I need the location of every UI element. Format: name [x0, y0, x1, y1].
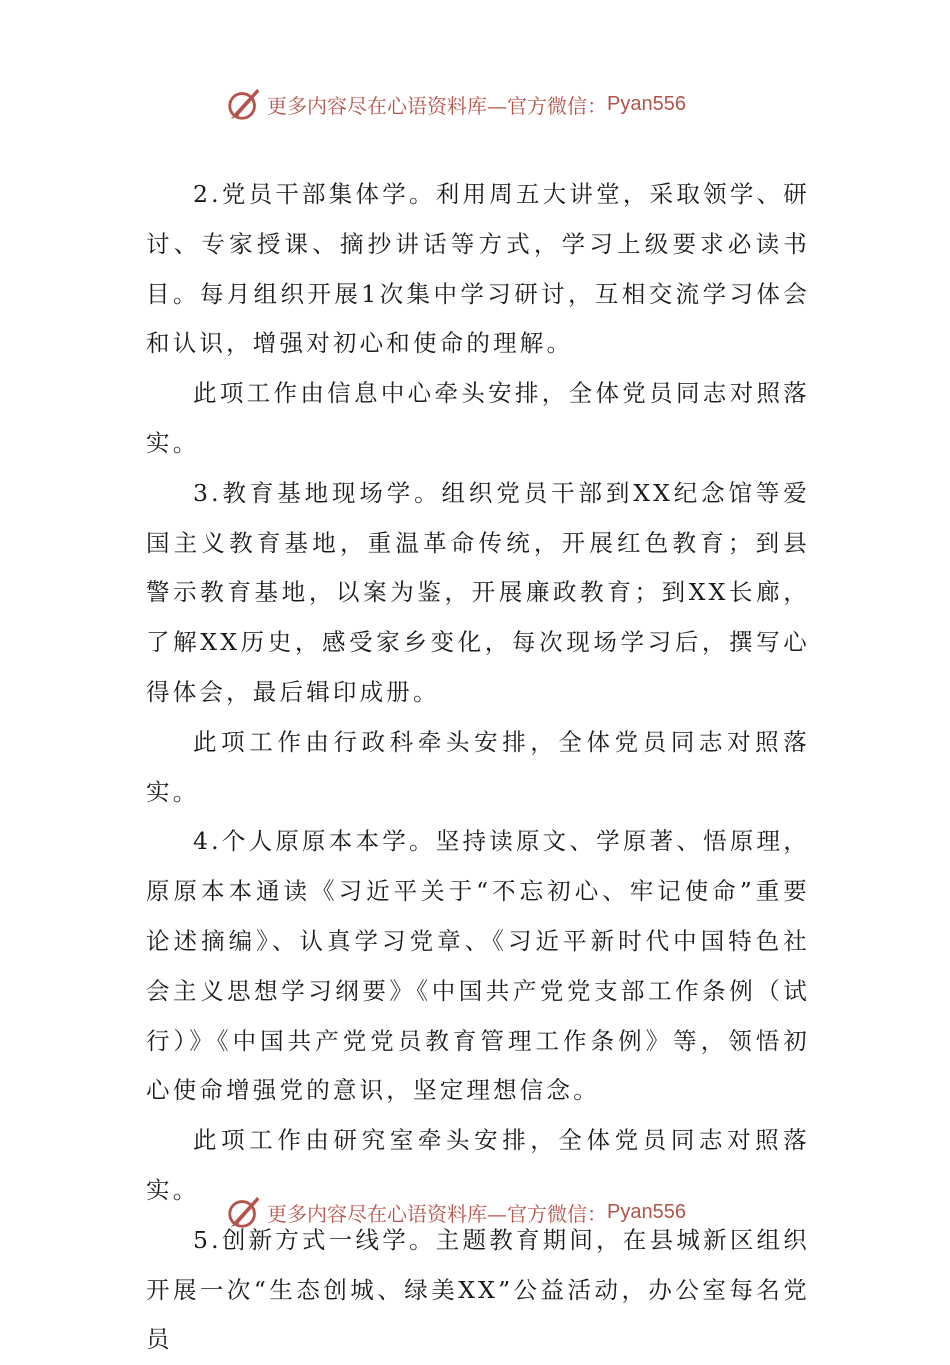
paragraph: 此项工作由行政科牵头安排，全体党员同志对照落实。 [146, 727, 810, 806]
banner-text: 更多内容尽在心语资料库—官方微信： [267, 93, 607, 118]
paragraph: 3.教育基地现场学。组织党员干部到XX纪念馆等爱国主义教育基地，重温革命传统，开展红色教育；到县警示教育基地，以案为鉴，开展廉政教育；到XX长廊，了解XX历史，感受家乡变化，每次现场学习后，撰写心得体会，最后辑印成册。 [146, 478, 810, 706]
paragraph: 此项工作由信息中心牵头安排，全体党员同志对照落实。 [146, 379, 810, 457]
banner-text: 更多内容尽在心语资料库—官方微信： [267, 1201, 607, 1226]
paragraph: 5.创新方式一线学。主题教育期间，在县城新区组织开展一次“生态创城、绿美XX”公益活动，办公室每名党员 [146, 1225, 810, 1354]
paragraph: 2.党员干部集体学。利用周五大讲堂，采取领学、研讨、专家授课、摘抄讲话等方式，学习上级要求必读书目。每月组织开展1次集中学习研讨，互相交流学习体会和认识，增强对初心和使命的理解。 [146, 180, 810, 358]
document-body [146, 170, 810, 1365]
footer-banner [225, 1192, 725, 1232]
header-banner [225, 84, 725, 124]
wechat-id: Pyan556 [607, 1200, 686, 1223]
quill-pen-icon [225, 1193, 263, 1231]
quill-pen-icon [225, 85, 263, 123]
paragraph: 此项工作由研究室牵头安排，全体党员同志对照落实。 [146, 1126, 810, 1204]
paragraph: 4.个人原原本本学。坚持读原文、学原著、悟原理，原原本本通读《习近平关于“不忘初心、牢记使命”重要论述摘编》、认真学习党章、《习近平新时代中国特色社会主义思想学习纲要》《中国共产党党支部工作条例（试行）》《中国共产党党员教育管理工作条例》等，领悟初心使命增强党的意识，坚定理想信念。 [146, 827, 810, 1105]
wechat-id: Pyan556 [607, 92, 686, 115]
